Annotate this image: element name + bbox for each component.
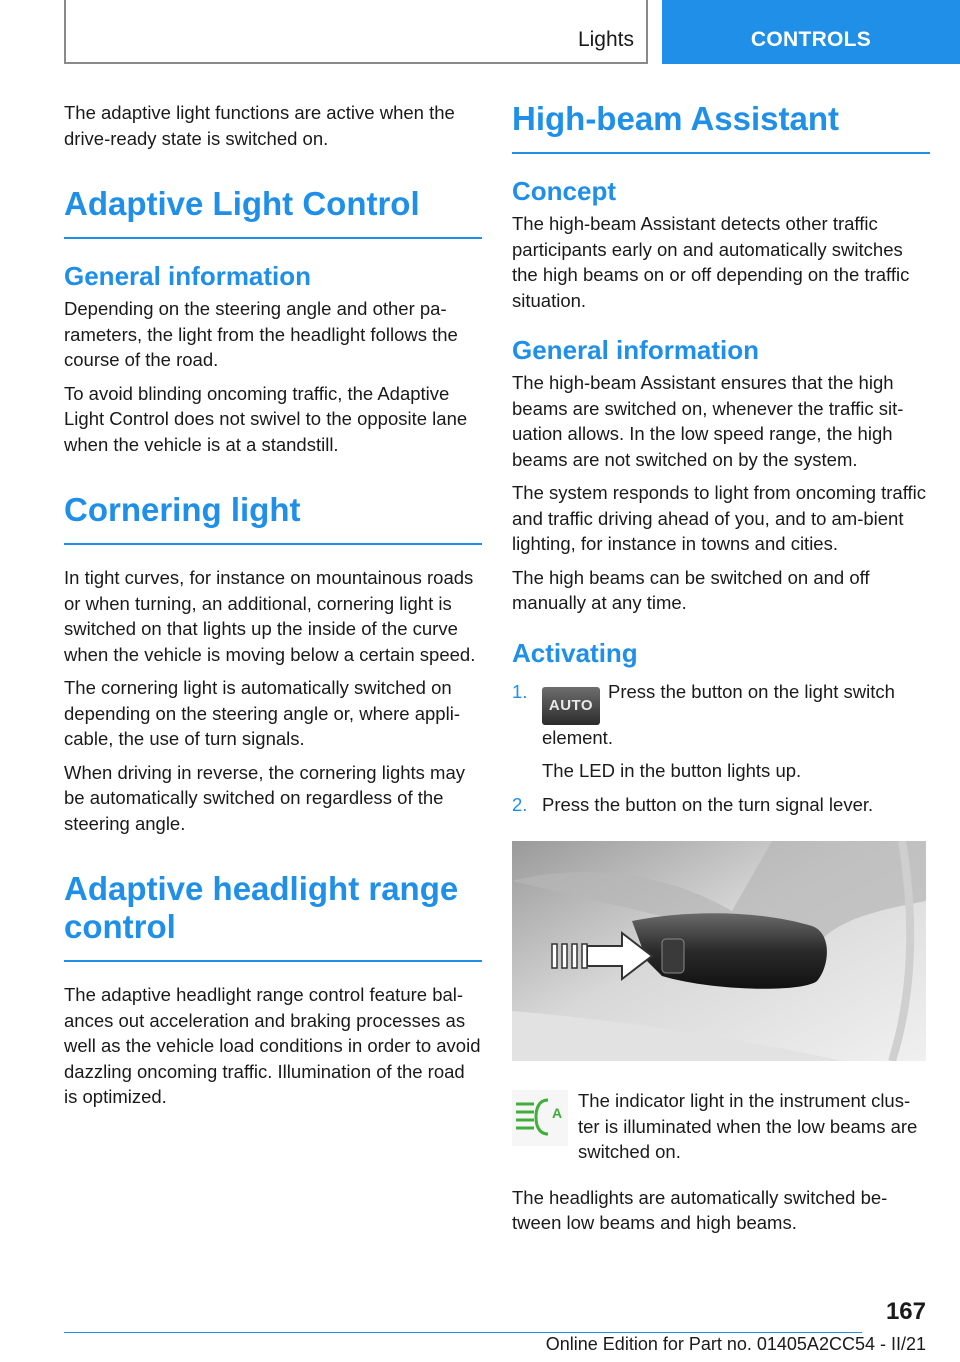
paragraph: The system responds to light from oncoming traffic and traffic driving ahead of you, and to am-bient lighting, for instance in towns and cities. [512,482,927,554]
paragraph: Depending on the steering angle and other pa-rameters, the light from the headlight follows the course of the road. [64,298,458,370]
paragraph: The high-beam Assistant detects other traffic participants early on and automatically switches the high beams on or off depending on the traffic situation. [512,213,910,311]
left-column [64,100,482,1118]
list-item [512,679,930,784]
subheading-general-information: General information [64,261,312,291]
subheading-concept: Concept [512,176,616,206]
paragraph: To avoid blinding oncoming traffic, the Adaptive Light Control does not swivel to the opposite lane when the vehicle is at a standstill. [64,382,468,455]
heading-high-beam-assistant: High-beam Assistant [512,100,930,154]
page-number: 167 [885,1298,926,1325]
paragraph: The high beams can be switched on and off manually at any time. [512,566,870,613]
heading-adaptive-headlight-range-control: Adaptive headlight range control [64,870,482,962]
step-number: 1. [512,680,528,702]
paragraph: The headlights are automatically switched be-tween low beams and high beams. [512,1186,888,1233]
indicator-note [512,1088,930,1165]
subheading-activating: Activating [512,637,638,668]
paragraph: When driving in reverse, the cornering lights may be automatically switched on regardless of the steering angle. [64,761,466,834]
subheading-general-information: General information [512,335,760,365]
step-text: Press the button on the turn signal lever. [542,793,874,815]
step-number: 2. [512,793,528,815]
activation-steps [512,679,930,818]
footer-edition: Online Edition for Part no. 01405A2CC54 - II/21 [545,1334,926,1354]
step-subtext: The LED in the button lights up. [542,760,802,781]
high-beam-assistant-indicator-icon [512,1090,568,1146]
footer-divider [64,1332,862,1333]
indicator-text: The indicator light in the instrument clus-ter is illuminated when the low beams are switched on. [578,1090,918,1162]
header-section-title: Lights [577,28,634,51]
step-text: Press the button on the light switch element. [542,680,895,748]
paragraph: The high-beam Assistant ensures that the high beams are switched on, whenever the traffic sit-uation allows. In the low speed range, the high beams are not switched on by the system. [512,372,904,470]
heading-cornering-light: Cornering light [64,491,482,545]
svg-text:A: A [552,1105,563,1121]
list-item [512,792,930,818]
heading-adaptive-light-control: Adaptive Light Control [64,185,482,239]
paragraph: In tight curves, for instance on mountainous roads or when turning, an additional, cornering light is switched on that lights up the inside of the curve when the vehicle is moving below a certain speed. [64,567,476,665]
header-frame [64,0,648,64]
turn-signal-lever-photo [512,841,926,1061]
header-chapter-tab[interactable]: CONTROLS [662,0,960,64]
paragraph: The adaptive headlight range control feature bal-ances out acceleration and braking processes as well as the vehicle load conditions in order to avoid dazzling oncoming traffic. Illumination of the road is optimized. [64,984,481,1107]
paragraph: The cornering light is automatically switched on depending on the steering angle or, where appli-cable, the use of turn signals. [64,677,460,749]
right-column [512,100,930,1244]
intro-paragraph: The adaptive light functions are active when the drive-ready state is switched on. [64,102,455,149]
auto-button-icon: AUTO [542,687,600,725]
